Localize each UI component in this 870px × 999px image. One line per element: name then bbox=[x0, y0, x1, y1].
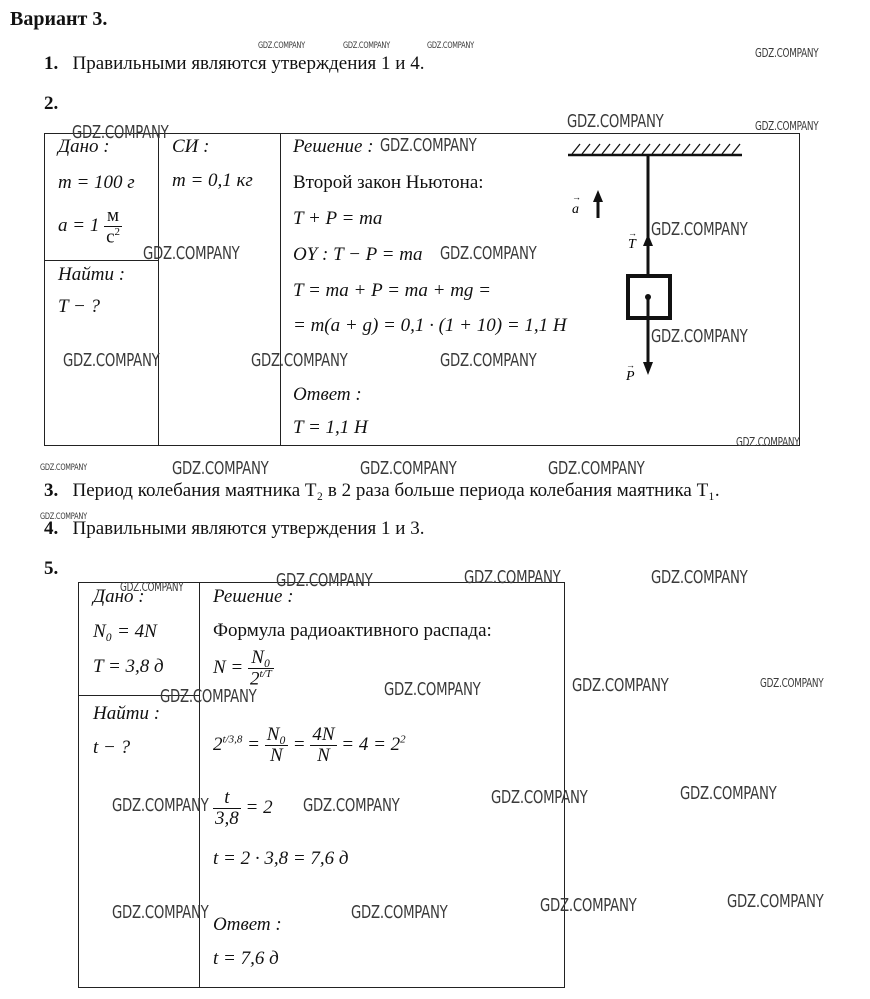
watermark: GDZ.COMPANY bbox=[651, 567, 748, 588]
frac-num: N₀ bbox=[248, 648, 274, 669]
watermark: GDZ.COMPANY bbox=[567, 111, 664, 132]
p5-sol-line4: t = 2 · 3,8 = 7,6 д bbox=[213, 848, 349, 869]
watermark: GDZ.COMPANY bbox=[755, 46, 819, 60]
p5-half-life: T = 3,8 д bbox=[93, 656, 164, 677]
item-text: Период колебания маятника T₂ в 2 раза больше периода колебания маятника T₁. bbox=[72, 480, 720, 501]
p2-find-label: Найти : bbox=[58, 264, 126, 285]
watermark: GDZ.COMPANY bbox=[276, 570, 373, 591]
table-divider bbox=[280, 133, 281, 445]
watermark: GDZ.COMPANY bbox=[464, 567, 561, 588]
frac-den: N bbox=[317, 744, 330, 766]
watermark: GDZ.COMPANY bbox=[380, 135, 477, 156]
watermark: GDZ.COMPANY bbox=[427, 41, 474, 51]
frac-den: N bbox=[270, 744, 283, 766]
table-divider bbox=[199, 582, 200, 987]
item-number: 4. bbox=[44, 518, 59, 539]
p2-sol-line2: T + P = ma bbox=[293, 208, 383, 229]
watermark: GDZ.COMPANY bbox=[72, 122, 169, 143]
p2-sol-line4: T = ma + P = ma + mg = bbox=[293, 280, 492, 301]
p5-formula-3 bbox=[213, 788, 273, 829]
watermark: GDZ.COMPANY bbox=[120, 580, 184, 594]
watermark: GDZ.COMPANY bbox=[112, 902, 209, 923]
watermark: GDZ.COMPANY bbox=[384, 679, 481, 700]
accel-left: a = 1 bbox=[58, 214, 100, 236]
fig-label-a: a bbox=[572, 202, 579, 217]
frac-num: t bbox=[213, 788, 241, 809]
fig-label-P: P bbox=[626, 369, 635, 383]
p2-sol-line5: = m(a + g) = 0,1 · (1 + 10) = 1,1 Н bbox=[293, 315, 567, 336]
formula-lhs: N = bbox=[213, 656, 244, 678]
frac-num: 4N bbox=[312, 724, 335, 745]
accel-arrow-head bbox=[593, 190, 603, 202]
item-number: 3. bbox=[44, 480, 59, 501]
watermark: GDZ.COMPANY bbox=[548, 458, 645, 479]
frac-den: 3,8 bbox=[215, 807, 239, 829]
frac-den: 2 bbox=[250, 668, 260, 690]
watermark: GDZ.COMPANY bbox=[360, 458, 457, 479]
p2-solution-label: Решение : bbox=[293, 136, 374, 157]
watermark: GDZ.COMPANY bbox=[727, 891, 824, 912]
p2-sol-line3: OY : T − P = ma bbox=[293, 244, 423, 265]
ceiling-hatching bbox=[572, 144, 740, 154]
formula-fraction bbox=[213, 788, 241, 829]
formula-fraction bbox=[265, 725, 288, 766]
gravity-arrow-head bbox=[643, 362, 653, 375]
p5-find-t: t − ? bbox=[93, 737, 131, 758]
p5-formula-1 bbox=[213, 648, 274, 689]
p2-sol-line1: Второй закон Ньютона: bbox=[293, 172, 484, 193]
unit-exp: 2 bbox=[114, 225, 121, 238]
watermark: GDZ.COMPANY bbox=[172, 458, 269, 479]
p2-dano-label: Дано : bbox=[58, 136, 110, 157]
watermark: GDZ.COMPANY bbox=[680, 783, 777, 804]
item-2-number: 2. bbox=[44, 93, 59, 114]
p5-formula-2 bbox=[213, 725, 406, 766]
item-text: Правильными являются утверждения 1 и 3. bbox=[72, 518, 425, 539]
watermark: GDZ.COMPANY bbox=[651, 219, 748, 240]
p5-sol-line1: Формула радиоактивного распада: bbox=[213, 620, 492, 641]
p2-answer: T = 1,1 Н bbox=[293, 417, 368, 438]
item-5-number: 5. bbox=[44, 558, 59, 579]
unit-den: с bbox=[106, 226, 115, 248]
p5-solution-label: Решение : bbox=[213, 586, 294, 607]
watermark: GDZ.COMPANY bbox=[440, 350, 537, 371]
item-1 bbox=[44, 53, 424, 75]
p2-si-mass: m = 0,1 кг bbox=[172, 170, 253, 191]
watermark: GDZ.COMPANY bbox=[343, 41, 390, 51]
watermark: GDZ.COMPANY bbox=[40, 463, 87, 473]
watermark: GDZ.COMPANY bbox=[160, 686, 257, 707]
p2-si-label: СИ : bbox=[172, 136, 210, 157]
watermark: GDZ.COMPANY bbox=[440, 243, 537, 264]
p5-answer: t = 7,6 д bbox=[213, 948, 279, 969]
table-divider bbox=[44, 260, 158, 261]
watermark: GDZ.COMPANY bbox=[303, 795, 400, 816]
formula-base: 2 bbox=[213, 733, 223, 755]
p2-answer-label: Ответ : bbox=[293, 384, 362, 405]
watermark: GDZ.COMPANY bbox=[491, 787, 588, 808]
item-3 bbox=[44, 480, 720, 502]
p2-dano-accel bbox=[58, 206, 122, 247]
item-4 bbox=[44, 518, 424, 540]
formula-exp: t/3,8 bbox=[222, 733, 243, 746]
accel-unit bbox=[104, 206, 122, 247]
table-divider bbox=[158, 133, 159, 445]
p5-find-label: Найти : bbox=[93, 703, 161, 724]
p5-dano-label: Дано : bbox=[93, 586, 145, 607]
formula-rhs-exp: 2 bbox=[400, 733, 406, 746]
watermark: GDZ.COMPANY bbox=[736, 435, 800, 449]
unit-num: м bbox=[104, 206, 122, 227]
formula-fraction bbox=[310, 725, 336, 766]
formula-fraction bbox=[248, 648, 274, 689]
p2-find-t: T − ? bbox=[58, 296, 101, 317]
variant-title: Вариант 3. bbox=[10, 8, 108, 30]
frac-num: N₀ bbox=[266, 724, 286, 745]
p5-answer-label: Ответ : bbox=[213, 914, 282, 935]
p5-n0: N₀ = 4N bbox=[93, 621, 157, 642]
watermark: GDZ.COMPANY bbox=[258, 41, 305, 51]
vec-arrow: → bbox=[572, 192, 581, 202]
formula-eq: = bbox=[247, 733, 260, 755]
watermark: GDZ.COMPANY bbox=[351, 902, 448, 923]
watermark: GDZ.COMPANY bbox=[760, 676, 824, 690]
watermark: GDZ.COMPANY bbox=[651, 326, 748, 347]
vec-arrow: → bbox=[626, 360, 635, 370]
watermark: GDZ.COMPANY bbox=[251, 350, 348, 371]
formula-rhs: = 4 = 2 bbox=[341, 733, 401, 755]
vec-arrow: → bbox=[628, 228, 637, 238]
formula-rhs: = 2 bbox=[245, 796, 273, 818]
formula-eq: = bbox=[292, 733, 306, 755]
item-text: Правильными являются утверждения 1 и 4. bbox=[72, 53, 425, 74]
watermark: GDZ.COMPANY bbox=[112, 795, 209, 816]
frac-exp: t/T bbox=[259, 667, 272, 680]
item-number: 1. bbox=[44, 53, 59, 74]
fig-label-T: T bbox=[628, 237, 636, 252]
watermark: GDZ.COMPANY bbox=[63, 350, 160, 371]
watermark: GDZ.COMPANY bbox=[143, 243, 240, 264]
watermark: GDZ.COMPANY bbox=[572, 675, 669, 696]
watermark: GDZ.COMPANY bbox=[40, 512, 87, 522]
watermark: GDZ.COMPANY bbox=[540, 895, 637, 916]
p2-dano-mass: m = 100 г bbox=[58, 172, 135, 193]
watermark: GDZ.COMPANY bbox=[755, 119, 819, 133]
